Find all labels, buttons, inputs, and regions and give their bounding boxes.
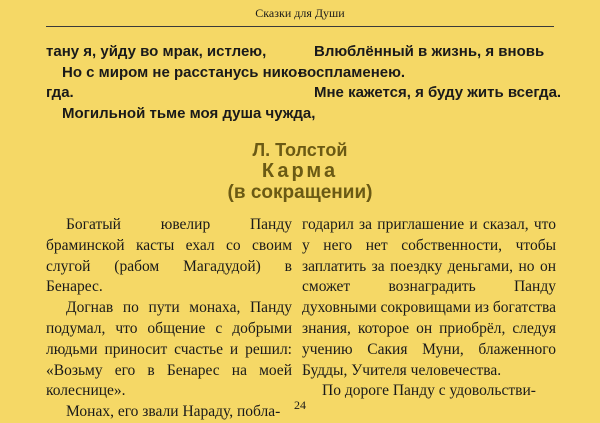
prose-paragraph: По дороге Панду с удовольстви- <box>322 382 536 400</box>
poem-line: Влюблённый в жизнь, я вновь <box>314 43 545 60</box>
story-author: Л. Толстой <box>252 140 348 160</box>
poem-line: Мне кажется, я буду жить всегда. <box>314 84 562 101</box>
prose-paragraph: годарил за приглашение и сказал, что у него нет собственности, чтобы заплатить за поездку деньгами, но он сможет вознаградить Панду духовными сокровищами из богатства знания, которое он приобрёл, следуя учению Сакия Муни, блаженного Будды, Учителя человечества. <box>302 216 556 379</box>
page-number: 24 <box>294 398 306 412</box>
prose-right-column <box>302 215 556 402</box>
poem-right-column <box>298 42 560 104</box>
prose-paragraph: Догнав по пути монаха, Панду подумал, что общение с добрыми людьми приносит счастье и решил: «Возьму его в Бенарес на моей колеснице». <box>46 299 292 400</box>
poem-line: тану я, уйду во мрак, истлею, <box>46 43 267 60</box>
poem-line: воспламенею. <box>298 63 406 81</box>
poem-line: Могильной тьме моя душа чужда, <box>62 104 316 122</box>
poem-line: Но с миром не расстанусь нико- <box>62 63 303 81</box>
header-rule <box>46 26 554 27</box>
story-subtitle: (в сокращении) <box>227 182 373 203</box>
story-title: Карма <box>261 160 339 182</box>
poem-left-column <box>46 42 316 124</box>
prose-paragraph: Монах, его звали Нараду, побла- <box>66 403 281 421</box>
prose-paragraph: Богатый ювелир Панду браминской касты ехал со своим слугой (рабом Магадудой) в Бенарес. <box>46 216 292 296</box>
running-head: Сказки для Души <box>255 6 345 20</box>
poem-line: гда. <box>46 84 74 101</box>
prose-left-column <box>46 215 292 423</box>
